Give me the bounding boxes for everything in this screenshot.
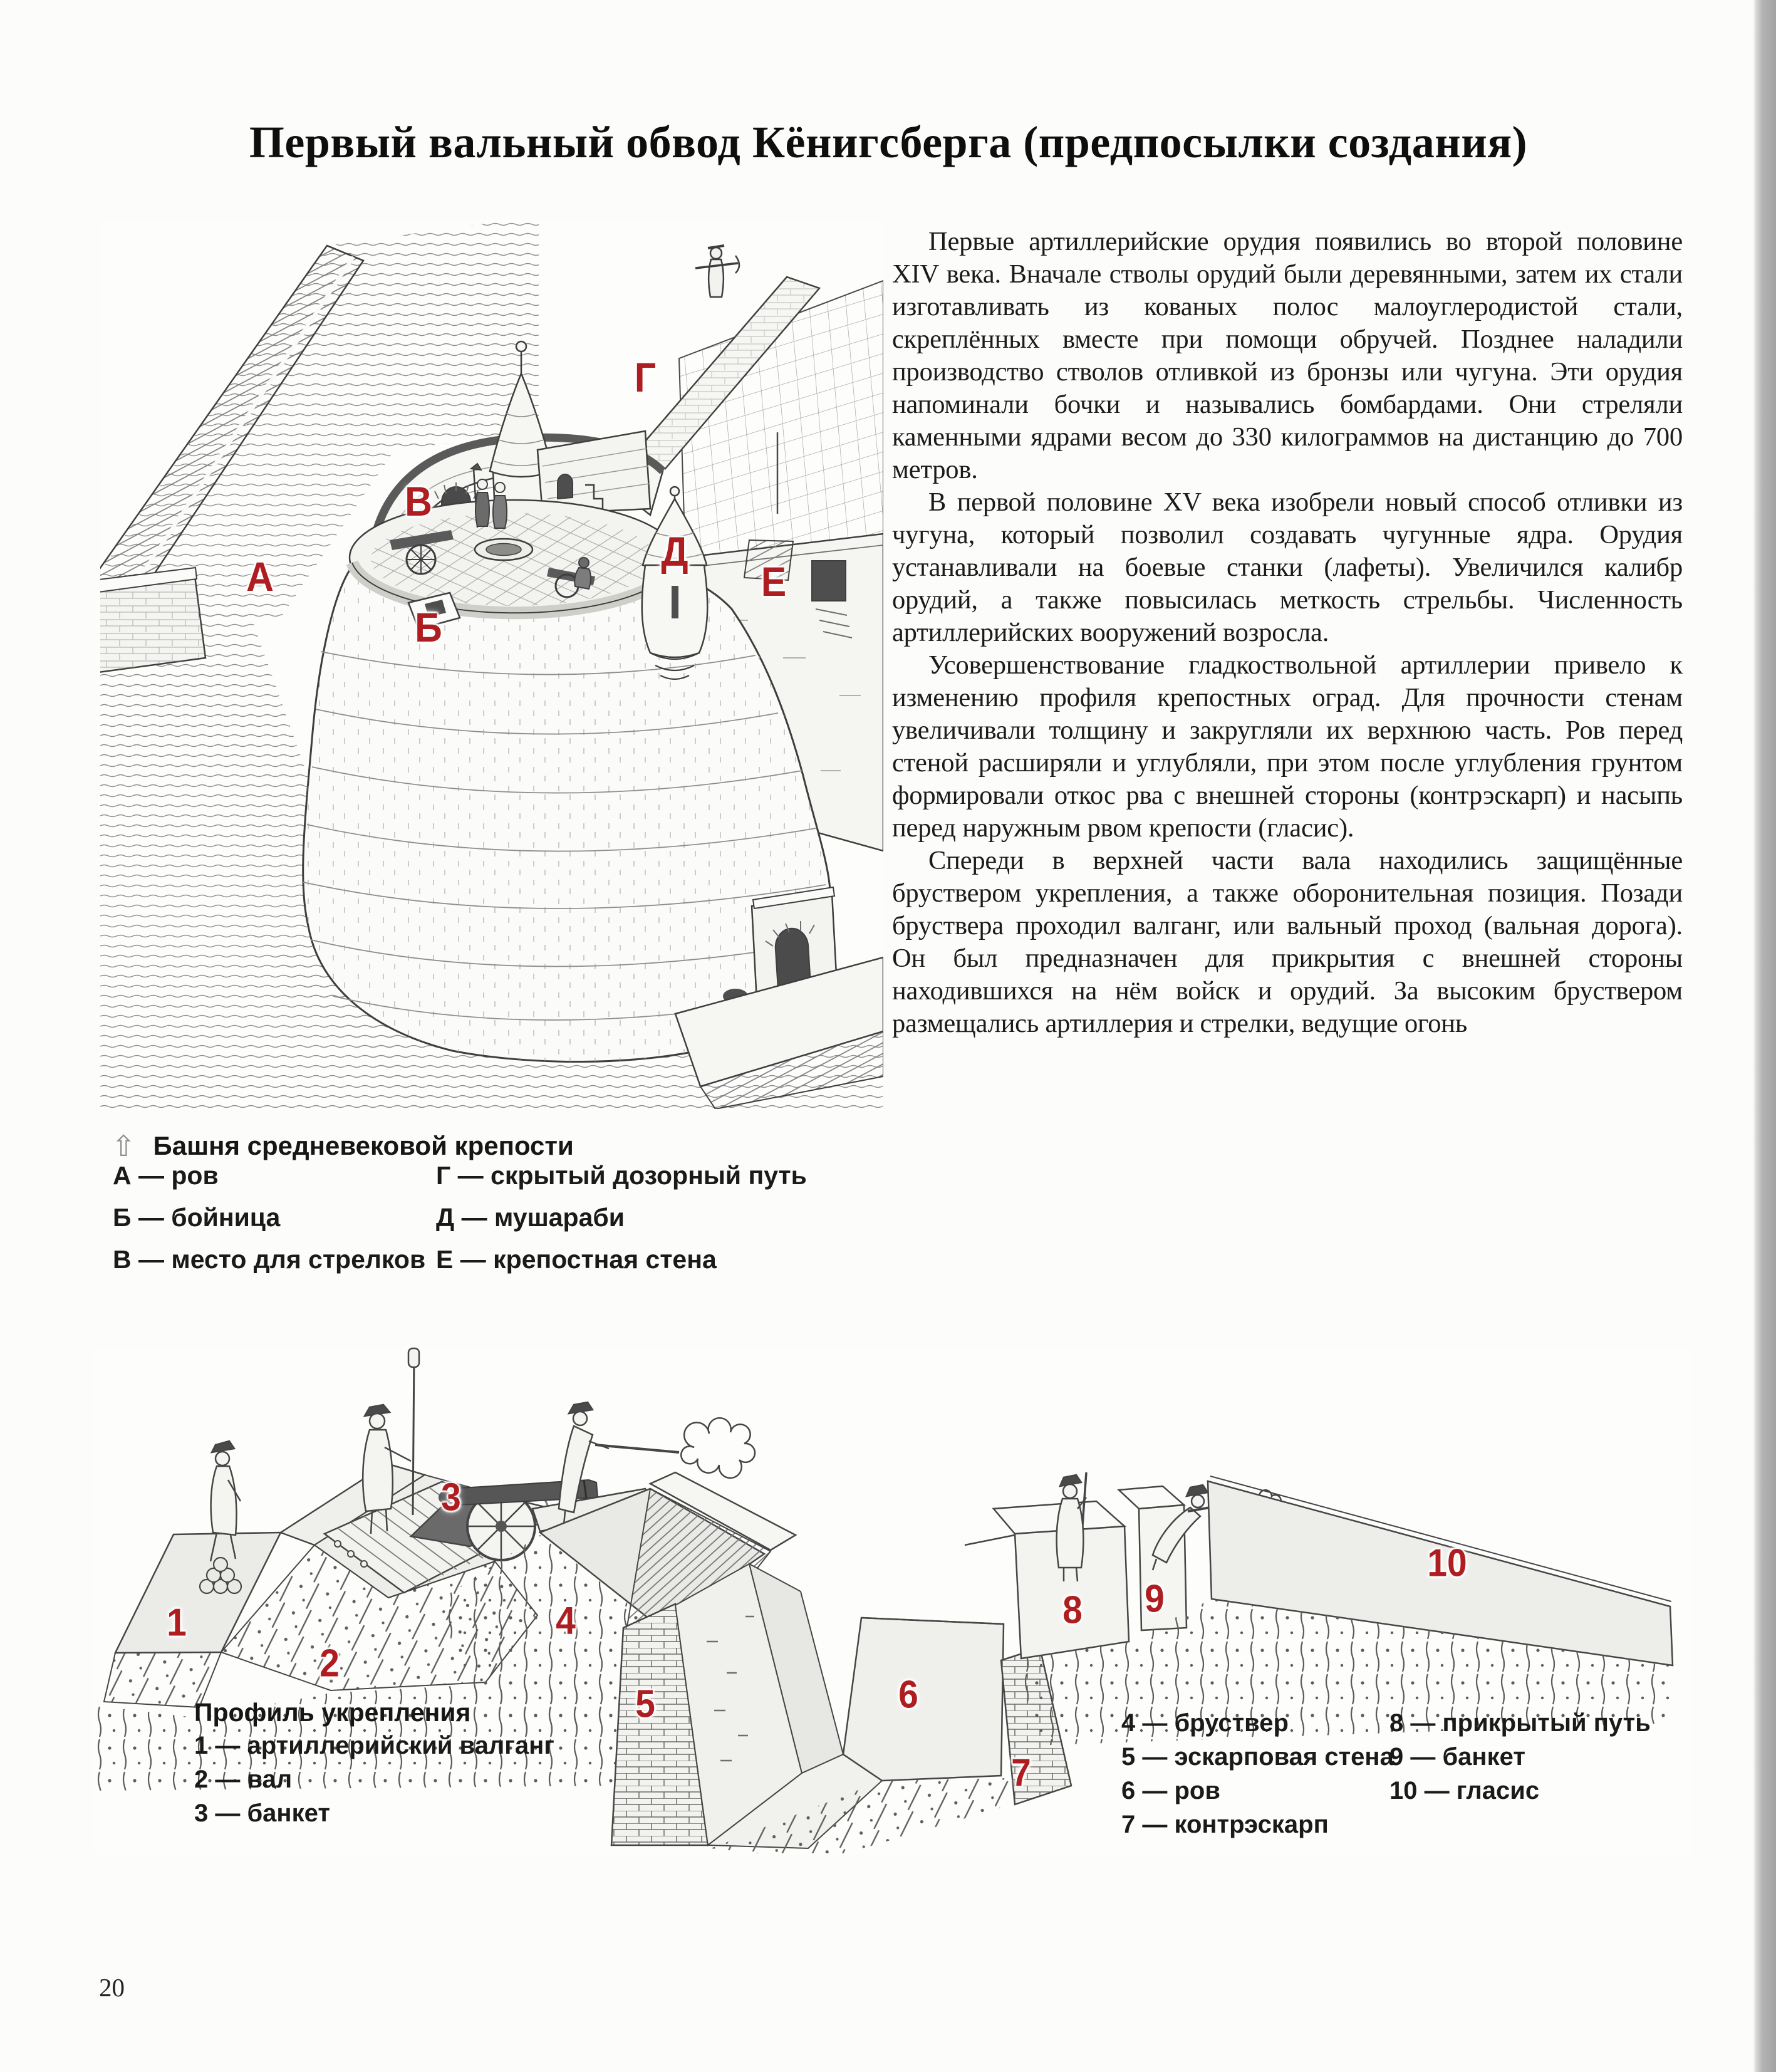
profile-num-9: 9 xyxy=(1145,1577,1165,1621)
profile-legend-9: 9 — банкет xyxy=(1389,1743,1525,1771)
platform-well xyxy=(475,539,532,560)
profile-num-1: 1 xyxy=(167,1601,187,1645)
tower-body xyxy=(303,570,831,1062)
profile-num-5: 5 xyxy=(635,1682,655,1726)
paragraph: В первой половине XV века изобрели новый способ отливки из чугуна, который позволил создавать чугунные ядра. Орудия устанавливали на боевые станки (лафеты). Увеличился калибр орудий, а также повысилась меткость стрельбы. Численность артиллерийских вооружений возросла. xyxy=(892,487,1683,647)
tower-label-A: А xyxy=(246,553,274,600)
paragraph: Первые артиллерийские орудия появились во второй половине XIV века. Вначале стволы орудий были деревянными, затем их стали изготавливать из кованых полос малоуглеродистой стали, скреплённых вместе при помощи обручей. Позднее наладили производство стволов отливкой из бронзы или чугуна. Эти орудия напоминали бочки и назывались бомбардами. Они стреляли каменными ядрами весом до 330 килограммов на дистанцию до 700 метров. xyxy=(892,227,1683,484)
profile-legend-1: 1 — артиллерийский валганг xyxy=(194,1732,554,1759)
up-arrow-icon: ⇧ xyxy=(112,1130,136,1162)
profile-legend-8: 8 — прикрытый путь xyxy=(1389,1709,1651,1737)
profile-legend-4: 4 — бруствер xyxy=(1121,1709,1289,1737)
tower-illustration xyxy=(100,219,883,1109)
tower-legend-e: Е — крепостная стена xyxy=(436,1245,717,1274)
tower-label-E: Е xyxy=(761,558,787,605)
tower-figure xyxy=(100,219,883,1109)
profile-legend-6: 6 — ров xyxy=(1121,1777,1220,1804)
tower-caption-text: Башня средневековой крепости xyxy=(153,1131,574,1160)
tower-legend-d: Д — мушараби xyxy=(436,1203,625,1232)
tower-legend-v: В — место для стрелков xyxy=(113,1245,426,1274)
profile-num-7: 7 xyxy=(1011,1751,1031,1795)
profile-num-2: 2 xyxy=(319,1642,340,1685)
tower-label-B: Б xyxy=(415,604,442,650)
tower-label-D: Д xyxy=(661,528,688,575)
scan-edge-strip xyxy=(1755,0,1776,2072)
profile-num-8: 8 xyxy=(1062,1588,1083,1632)
tower-legend-a: А — ров xyxy=(113,1161,219,1190)
tower-caption xyxy=(112,1128,574,1162)
tower-label-G: Г xyxy=(634,354,657,400)
tower-legend-g: Г — скрытый дозорный путь xyxy=(436,1161,807,1190)
tower-legend-b: Б — бойница xyxy=(113,1203,281,1232)
article-column xyxy=(892,226,1683,1040)
page-number: 20 xyxy=(99,1973,125,2002)
outer-low-wall xyxy=(100,568,205,673)
profile-legend-title: Профиль укрепления xyxy=(194,1698,471,1727)
profile-num-10: 10 xyxy=(1427,1541,1467,1585)
profile-num-6: 6 xyxy=(898,1673,918,1717)
page-title: Первый вальный обвод Кёнигсберга (предпосылки создания) xyxy=(249,117,1528,167)
profile-legend-10: 10 — гласис xyxy=(1389,1777,1540,1804)
profile-legend-2: 2 — вал xyxy=(194,1766,293,1793)
profile-legend-5: 5 — эскарповая стена xyxy=(1121,1743,1394,1771)
tower-label-V: В xyxy=(405,478,432,524)
profile-legend-7: 7 — контрэскарп xyxy=(1121,1811,1329,1838)
paragraph: Усовершенствование гладкоствольной артиллерии привело к изменению профиля крепостных оград. Для прочности стенам увеличивали толщину и закругляли их верхнюю часть. Ров перед стеной расширяли и углубляли, при этом после углубления грунтом формировали откос рва с внешней стороны (контрэскарп) и насыпь перед наружным рвом крепости (гласис). xyxy=(892,650,1683,843)
profile-legend-3: 3 — банкет xyxy=(194,1799,330,1827)
paragraph: Спереди в верхней части вала находились защищённые бруствером укрепления, а также оборонительная позиция. Позади бруствера проходил валганг, или вальный проход (вальная дорога). Он был предназначен для прикрытия с внешней стороны находившихся на нём войск и орудий. За высоким бруствером размещались артиллерия и стрелки, ведущие огонь xyxy=(892,846,1683,1038)
profile-num-3: 3 xyxy=(441,1476,461,1519)
profile-num-4: 4 xyxy=(556,1599,576,1643)
